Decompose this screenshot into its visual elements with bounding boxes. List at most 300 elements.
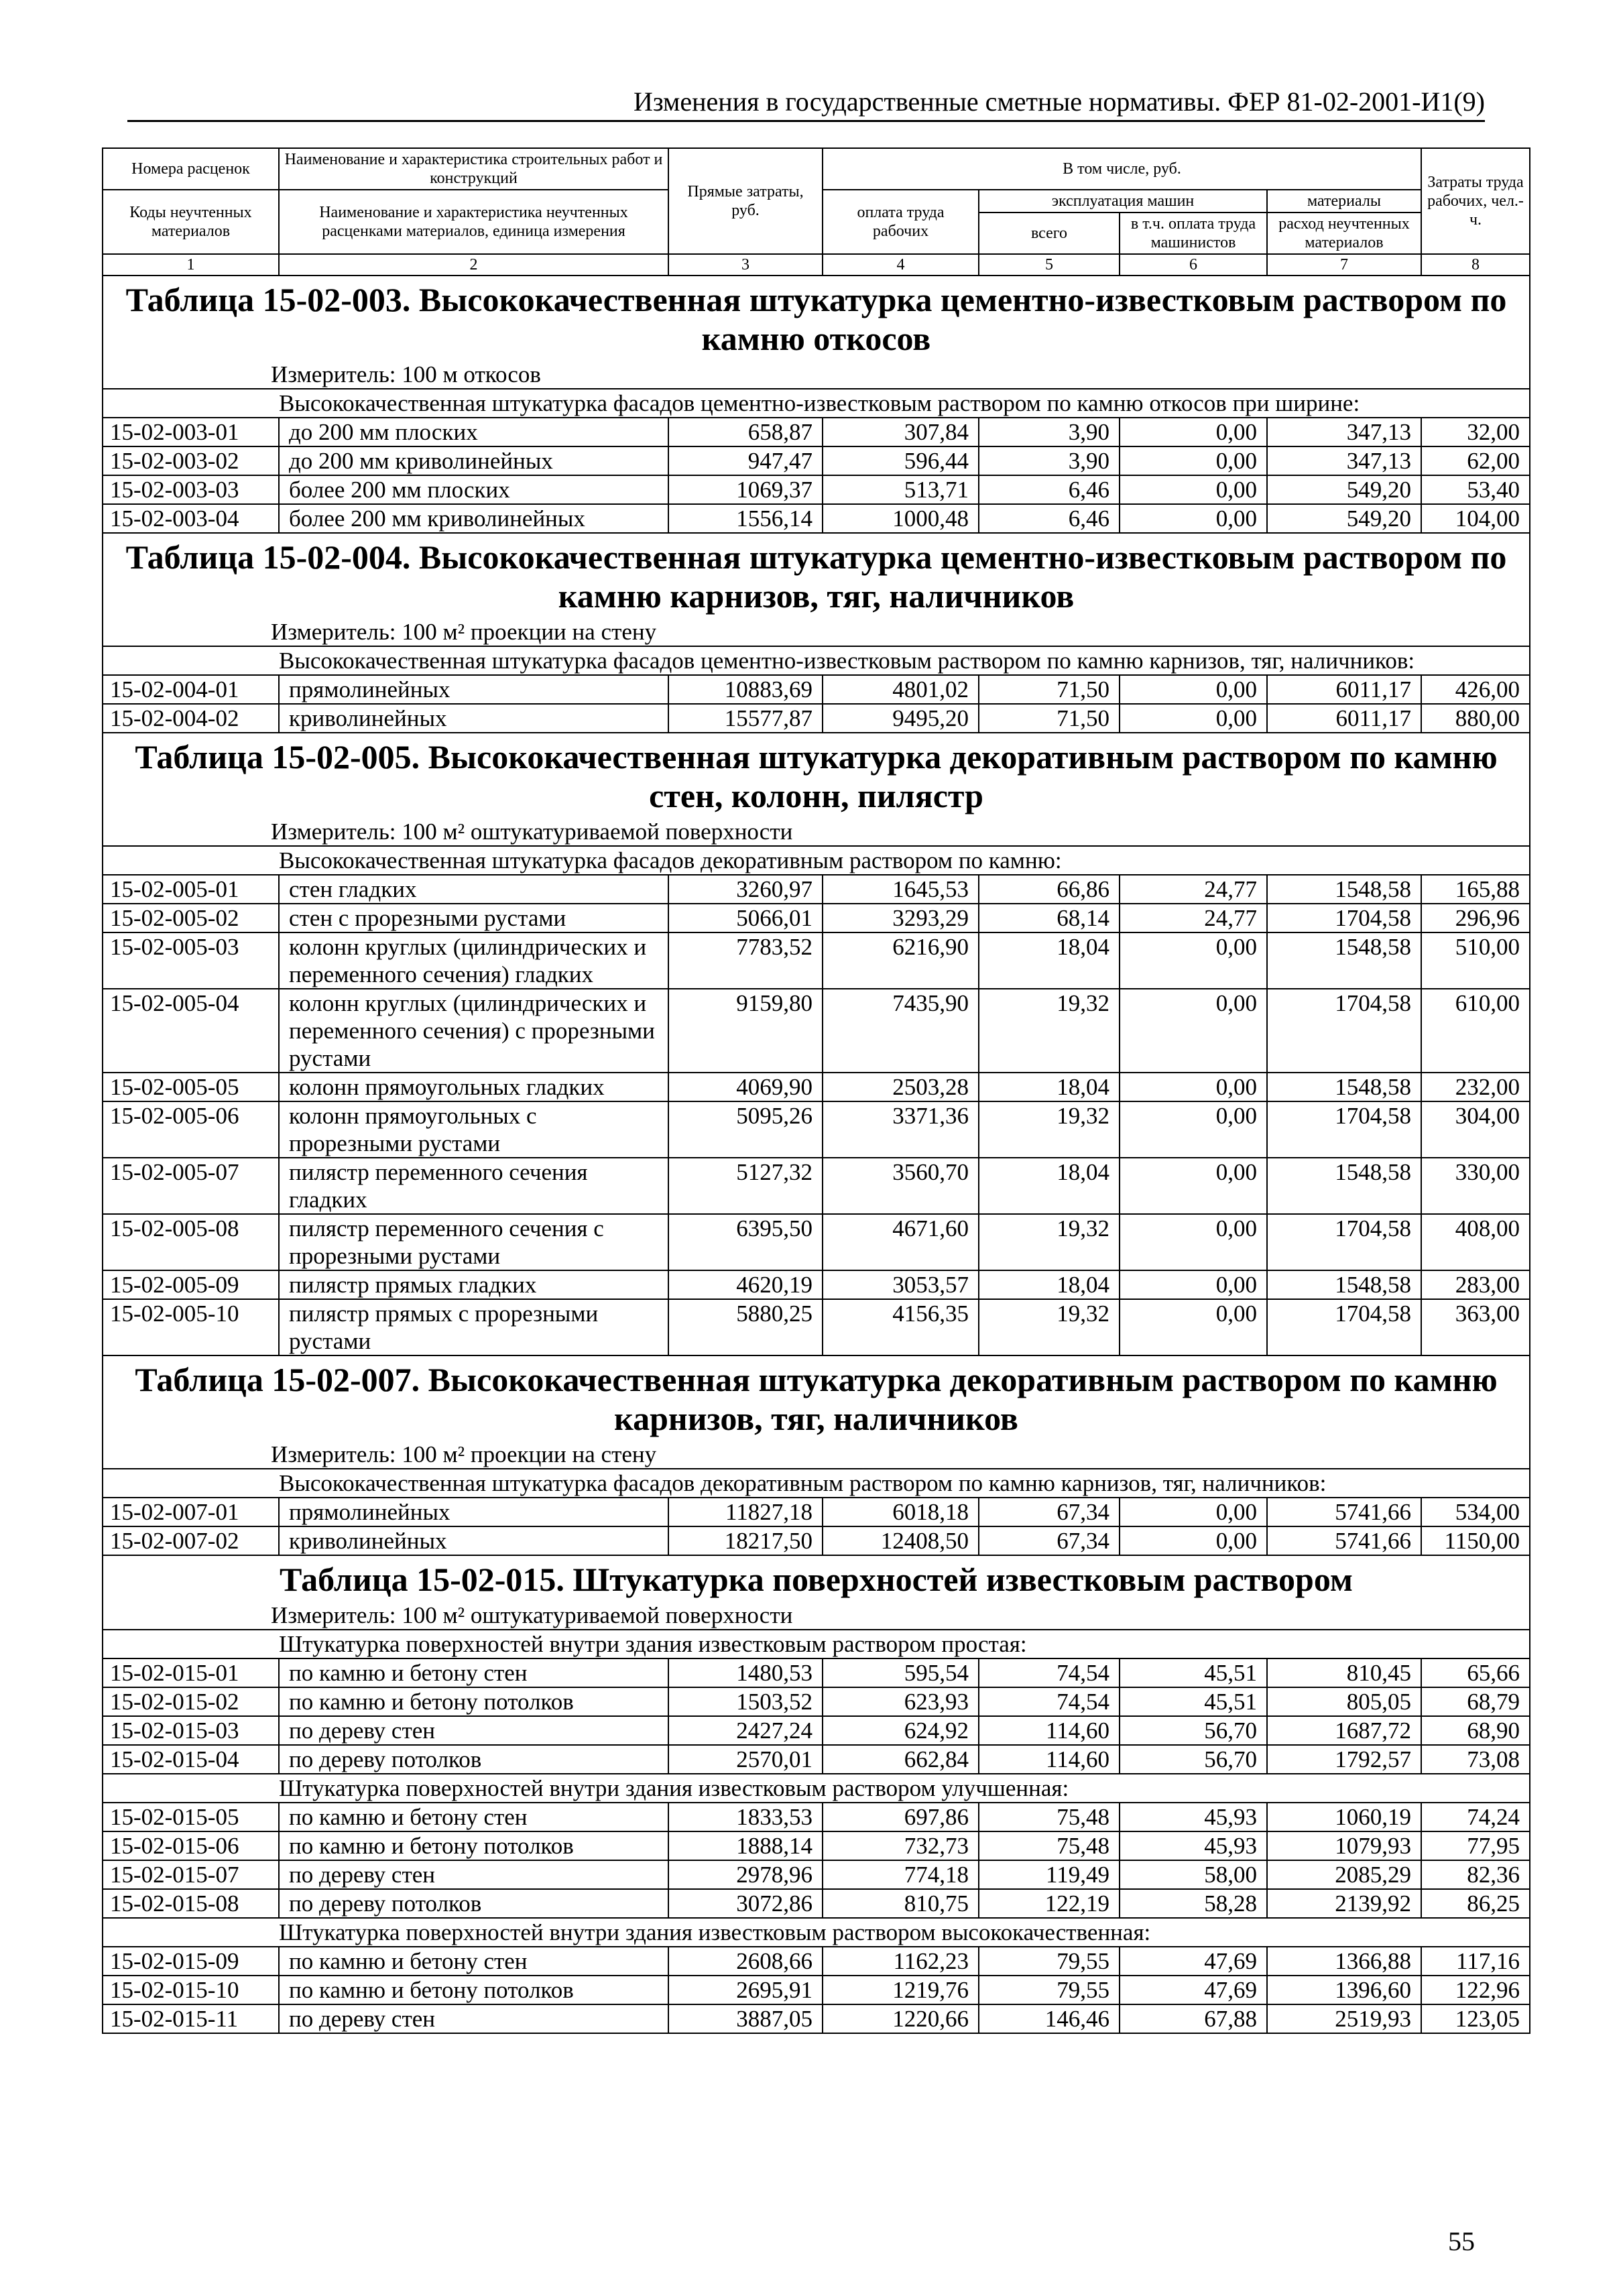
row-machines-total: 18,04 (979, 1158, 1120, 1214)
row-labor-hours: 408,00 (1421, 1214, 1530, 1270)
row-machines-total: 71,50 (979, 675, 1120, 704)
row-machines-total: 67,34 (979, 1526, 1120, 1555)
row-materials: 1366,88 (1267, 1947, 1421, 1976)
row-labor: 307,84 (823, 418, 979, 446)
group-heading-row (103, 1918, 1530, 1947)
row-name: по камню и бетону потолков (279, 1687, 668, 1716)
table-row (103, 1299, 1530, 1355)
table-row (103, 475, 1530, 504)
row-machines-total: 18,04 (979, 1073, 1120, 1101)
row-materials: 810,45 (1267, 1658, 1421, 1687)
row-machines-labor: 0,00 (1120, 418, 1267, 446)
row-name: пилястр переменного сечения с прорезными рустами (279, 1214, 668, 1270)
group-heading-row (103, 846, 1530, 875)
row-labor: 6216,90 (823, 932, 979, 989)
row-code: 15-02-004-01 (103, 675, 279, 704)
row-machines-total: 19,32 (979, 1101, 1120, 1158)
table-row (103, 704, 1530, 733)
row-name: криволинейных (279, 1526, 668, 1555)
row-machines-labor: 0,00 (1120, 1270, 1267, 1299)
row-code: 15-02-007-02 (103, 1526, 279, 1555)
row-direct: 5095,26 (668, 1101, 823, 1158)
row-labor: 6018,18 (823, 1498, 979, 1526)
row-direct: 1480,53 (668, 1658, 823, 1687)
col-direct: Прямые затраты, руб. (668, 148, 823, 254)
row-name: до 200 мм плоских (279, 418, 668, 446)
table-row (103, 1976, 1530, 2004)
table-title: Таблица 15-02-005. Высококачественная штукатурка декоративным раствором по камню стен, колонн, пилястр (103, 733, 1530, 818)
row-materials: 1704,58 (1267, 904, 1421, 932)
table-row (103, 1803, 1530, 1831)
row-machines-labor: 0,00 (1120, 1299, 1267, 1355)
row-materials: 5741,66 (1267, 1526, 1421, 1555)
row-machines-total: 75,48 (979, 1803, 1120, 1831)
row-code: 15-02-005-03 (103, 932, 279, 989)
row-name: пилястр переменного сечения гладких (279, 1158, 668, 1214)
table-row (103, 904, 1530, 932)
group-heading: Высококачественная штукатурка фасадов цементно-известковым раствором по камню карнизов, тяг, наличников: (103, 646, 1530, 675)
row-direct: 7783,52 (668, 932, 823, 989)
col-including: В том числе, руб. (823, 148, 1421, 190)
group-heading: Высококачественная штукатурка фасадов декоративным раствором по камню: (103, 846, 1530, 875)
row-machines-total: 75,48 (979, 1831, 1120, 1860)
row-code: 15-02-015-07 (103, 1860, 279, 1889)
row-direct: 5066,01 (668, 904, 823, 932)
column-number: 2 (279, 254, 668, 276)
row-labor: 623,93 (823, 1687, 979, 1716)
row-labor-hours: 283,00 (1421, 1270, 1530, 1299)
page-header: Изменения в государственные сметные нормативы. ФЕР 81-02-2001-И1(9) (127, 86, 1485, 122)
row-labor-hours: 232,00 (1421, 1073, 1530, 1101)
row-materials: 1548,58 (1267, 1073, 1421, 1101)
row-machines-labor: 0,00 (1120, 1073, 1267, 1101)
row-code: 15-02-005-08 (103, 1214, 279, 1270)
row-labor-hours: 123,05 (1421, 2004, 1530, 2033)
row-machines-total: 71,50 (979, 704, 1120, 733)
row-labor: 774,18 (823, 1860, 979, 1889)
row-direct: 18217,50 (668, 1526, 823, 1555)
row-materials: 2085,29 (1267, 1860, 1421, 1889)
row-direct: 4069,90 (668, 1073, 823, 1101)
row-machines-labor: 24,77 (1120, 904, 1267, 932)
measure-row (103, 618, 1530, 646)
row-labor: 624,92 (823, 1716, 979, 1745)
table-row (103, 1498, 1530, 1526)
row-labor: 662,84 (823, 1745, 979, 1774)
table-row (103, 446, 1530, 475)
measure-row (103, 1441, 1530, 1469)
table-row (103, 1687, 1530, 1716)
row-code: 15-02-015-11 (103, 2004, 279, 2033)
row-direct: 3072,86 (668, 1889, 823, 1918)
rates-table (102, 147, 1530, 2034)
row-code: 15-02-015-04 (103, 1745, 279, 1774)
row-direct: 1888,14 (668, 1831, 823, 1860)
row-machines-total: 74,54 (979, 1687, 1120, 1716)
row-machines-labor: 0,00 (1120, 1498, 1267, 1526)
row-labor-hours: 86,25 (1421, 1889, 1530, 1918)
table-row (103, 1947, 1530, 1976)
row-code: 15-02-003-03 (103, 475, 279, 504)
table-measure: Измеритель: 100 м² оштукатуриваемой поверхности (103, 818, 1530, 846)
row-machines-total: 3,90 (979, 418, 1120, 446)
row-labor: 513,71 (823, 475, 979, 504)
table-row (103, 1270, 1530, 1299)
table-title-row (103, 276, 1530, 361)
row-machines-labor: 47,69 (1120, 1976, 1267, 2004)
row-labor-hours: 77,95 (1421, 1831, 1530, 1860)
row-labor: 4671,60 (823, 1214, 979, 1270)
table-row (103, 418, 1530, 446)
row-machines-labor: 0,00 (1120, 932, 1267, 989)
row-materials: 549,20 (1267, 475, 1421, 504)
table-row (103, 932, 1530, 989)
row-direct: 1069,37 (668, 475, 823, 504)
column-number: 3 (668, 254, 823, 276)
row-labor: 1645,53 (823, 875, 979, 904)
row-direct: 5880,25 (668, 1299, 823, 1355)
row-name: по камню и бетону стен (279, 1947, 668, 1976)
measure-row (103, 361, 1530, 389)
group-heading: Штукатурка поверхностей внутри здания известковым раствором улучшенная: (103, 1774, 1530, 1803)
row-machines-total: 66,86 (979, 875, 1120, 904)
col-machines: эксплуатация машин (979, 190, 1267, 213)
row-code: 15-02-015-09 (103, 1947, 279, 1976)
row-name: по дереву потолков (279, 1745, 668, 1774)
table-title: Таблица 15-02-004. Высококачественная штукатурка цементно-известковым раствором по камню карнизов, тяг, наличников (103, 533, 1530, 618)
col-name-bottom: Наименование и характеристика неучтенных расценками материалов, единица измерения (279, 190, 668, 254)
row-machines-labor: 45,51 (1120, 1687, 1267, 1716)
row-labor: 1219,76 (823, 1976, 979, 2004)
row-labor: 596,44 (823, 446, 979, 475)
row-direct: 15577,87 (668, 704, 823, 733)
row-code: 15-02-005-01 (103, 875, 279, 904)
group-heading: Высококачественная штукатурка фасадов декоративным раствором по камню карнизов, тяг, наличников: (103, 1469, 1530, 1498)
row-labor-hours: 53,40 (1421, 475, 1530, 504)
row-name: пилястр прямых с прорезными рустами (279, 1299, 668, 1355)
col-name-top: Наименование и характеристика строительных работ и конструкций (279, 148, 668, 190)
table-row (103, 989, 1530, 1073)
row-direct: 2978,96 (668, 1860, 823, 1889)
group-heading: Штукатурка поверхностей внутри здания известковым раствором простая: (103, 1630, 1530, 1658)
row-machines-total: 79,55 (979, 1976, 1120, 2004)
col-materials-cost: расход неучтенных материалов (1267, 213, 1421, 254)
table-title-row (103, 533, 1530, 618)
table-title: Таблица 15-02-015. Штукатурка поверхностей известковым раствором (103, 1555, 1530, 1602)
row-machines-labor: 0,00 (1120, 675, 1267, 704)
row-machines-total: 3,90 (979, 446, 1120, 475)
row-code: 15-02-005-02 (103, 904, 279, 932)
table-row (103, 1526, 1530, 1555)
column-number: 4 (823, 254, 979, 276)
row-machines-total: 67,34 (979, 1498, 1120, 1526)
row-direct: 947,47 (668, 446, 823, 475)
row-name: прямолинейных (279, 1498, 668, 1526)
row-machines-labor: 0,00 (1120, 446, 1267, 475)
row-machines-labor: 58,28 (1120, 1889, 1267, 1918)
row-labor: 9495,20 (823, 704, 979, 733)
row-code: 15-02-015-03 (103, 1716, 279, 1745)
row-code: 15-02-005-09 (103, 1270, 279, 1299)
row-labor: 732,73 (823, 1831, 979, 1860)
row-labor-hours: 104,00 (1421, 504, 1530, 533)
row-labor-hours: 880,00 (1421, 704, 1530, 733)
row-machines-labor: 0,00 (1120, 475, 1267, 504)
row-machines-total: 6,46 (979, 475, 1120, 504)
row-code: 15-02-005-10 (103, 1299, 279, 1355)
row-code: 15-02-005-06 (103, 1101, 279, 1158)
row-name: по камню и бетону потолков (279, 1831, 668, 1860)
row-direct: 11827,18 (668, 1498, 823, 1526)
row-materials: 347,13 (1267, 418, 1421, 446)
row-labor: 3293,29 (823, 904, 979, 932)
row-code: 15-02-005-04 (103, 989, 279, 1073)
column-number: 8 (1421, 254, 1530, 276)
row-materials: 2139,92 (1267, 1889, 1421, 1918)
table-title-row (103, 733, 1530, 818)
table-row (103, 875, 1530, 904)
row-labor-hours: 363,00 (1421, 1299, 1530, 1355)
column-number: 6 (1120, 254, 1267, 276)
row-name: до 200 мм криволинейных (279, 446, 668, 475)
row-labor: 1162,23 (823, 1947, 979, 1976)
row-machines-total: 114,60 (979, 1716, 1120, 1745)
table-title: Таблица 15-02-007. Высококачественная штукатурка декоративным раствором по камню карнизов, тяг, наличников (103, 1355, 1530, 1441)
row-labor-hours: 82,36 (1421, 1860, 1530, 1889)
col-materials: материалы (1267, 190, 1421, 213)
row-labor: 3560,70 (823, 1158, 979, 1214)
row-materials: 1792,57 (1267, 1745, 1421, 1774)
row-labor-hours: 117,16 (1421, 1947, 1530, 1976)
row-labor-hours: 296,96 (1421, 904, 1530, 932)
row-machines-total: 18,04 (979, 932, 1120, 989)
row-name: колонн круглых (цилиндрических и переменного сечения) с прорезными рустами (279, 989, 668, 1073)
row-name: колонн круглых (цилиндрических и переменного сечения) гладких (279, 932, 668, 989)
table-header (103, 148, 1530, 276)
row-direct: 4620,19 (668, 1270, 823, 1299)
row-materials: 1079,93 (1267, 1831, 1421, 1860)
row-machines-labor: 56,70 (1120, 1745, 1267, 1774)
row-materials: 5741,66 (1267, 1498, 1421, 1526)
row-labor-hours: 534,00 (1421, 1498, 1530, 1526)
row-materials: 1704,58 (1267, 1101, 1421, 1158)
row-materials: 1548,58 (1267, 1270, 1421, 1299)
table-measure: Измеритель: 100 м² оштукатуриваемой поверхности (103, 1602, 1530, 1630)
row-labor: 4156,35 (823, 1299, 979, 1355)
table-row (103, 1658, 1530, 1687)
row-labor: 595,54 (823, 1658, 979, 1687)
row-labor: 3053,57 (823, 1270, 979, 1299)
group-heading-row (103, 389, 1530, 418)
row-labor: 12408,50 (823, 1526, 979, 1555)
row-machines-labor: 24,77 (1120, 875, 1267, 904)
table-title-row (103, 1555, 1530, 1602)
table-body (103, 276, 1530, 2033)
row-materials: 1704,58 (1267, 1214, 1421, 1270)
row-code: 15-02-015-10 (103, 1976, 279, 2004)
row-code: 15-02-005-07 (103, 1158, 279, 1214)
row-code: 15-02-015-05 (103, 1803, 279, 1831)
column-number: 5 (979, 254, 1120, 276)
row-machines-labor: 58,00 (1120, 1860, 1267, 1889)
row-direct: 9159,80 (668, 989, 823, 1073)
row-direct: 5127,32 (668, 1158, 823, 1214)
measure-row (103, 818, 1530, 846)
row-labor-hours: 510,00 (1421, 932, 1530, 989)
table-row (103, 1745, 1530, 1774)
col-labor: оплата труда рабочих (823, 190, 979, 254)
row-machines-total: 6,46 (979, 504, 1120, 533)
row-labor: 7435,90 (823, 989, 979, 1073)
table-row (103, 1214, 1530, 1270)
row-code: 15-02-007-01 (103, 1498, 279, 1526)
group-heading-row (103, 646, 1530, 675)
table-row (103, 1831, 1530, 1860)
group-heading: Высококачественная штукатурка фасадов цементно-известковым раствором по камню откосов при ширине: (103, 389, 1530, 418)
row-machines-labor: 67,88 (1120, 2004, 1267, 2033)
row-labor: 4801,02 (823, 675, 979, 704)
row-name: пилястр прямых гладких (279, 1270, 668, 1299)
row-machines-labor: 0,00 (1120, 1214, 1267, 1270)
row-labor: 810,75 (823, 1889, 979, 1918)
row-machines-total: 19,32 (979, 1214, 1120, 1270)
row-direct: 3260,97 (668, 875, 823, 904)
column-number: 1 (103, 254, 279, 276)
row-materials: 1396,60 (1267, 1976, 1421, 2004)
measure-row (103, 1602, 1530, 1630)
row-machines-total: 19,32 (979, 989, 1120, 1073)
row-machines-labor: 0,00 (1120, 1101, 1267, 1158)
col-codes-top: Номера расценок (103, 148, 279, 190)
col-machines-total: всего (979, 213, 1120, 254)
row-code: 15-02-003-04 (103, 504, 279, 533)
row-machines-labor: 0,00 (1120, 504, 1267, 533)
row-name: более 200 мм криволинейных (279, 504, 668, 533)
row-direct: 2570,01 (668, 1745, 823, 1774)
row-labor-hours: 65,66 (1421, 1658, 1530, 1687)
row-code: 15-02-004-02 (103, 704, 279, 733)
row-name: по дереву стен (279, 1860, 668, 1889)
row-code: 15-02-015-02 (103, 1687, 279, 1716)
group-heading: Штукатурка поверхностей внутри здания известковым раствором высококачественная: (103, 1918, 1530, 1947)
row-labor-hours: 32,00 (1421, 418, 1530, 446)
row-machines-labor: 47,69 (1120, 1947, 1267, 1976)
row-labor-hours: 73,08 (1421, 1745, 1530, 1774)
group-heading-row (103, 1774, 1530, 1803)
row-name: по камню и бетону потолков (279, 1976, 668, 2004)
table-row (103, 1073, 1530, 1101)
row-name: по дереву стен (279, 2004, 668, 2033)
col-codes-bottom: Коды неучтенных материалов (103, 190, 279, 254)
row-machines-total: 79,55 (979, 1947, 1120, 1976)
row-code: 15-02-005-05 (103, 1073, 279, 1101)
row-machines-total: 114,60 (979, 1745, 1120, 1774)
row-name: по камню и бетону стен (279, 1803, 668, 1831)
row-materials: 6011,17 (1267, 675, 1421, 704)
row-machines-labor: 45,93 (1120, 1831, 1267, 1860)
row-labor-hours: 426,00 (1421, 675, 1530, 704)
row-machines-labor: 56,70 (1120, 1716, 1267, 1745)
row-name: стен с прорезными рустами (279, 904, 668, 932)
row-name: по дереву потолков (279, 1889, 668, 1918)
row-direct: 1503,52 (668, 1687, 823, 1716)
page-number: 55 (1448, 2226, 1475, 2256)
table-measure: Измеритель: 100 м² проекции на стену (103, 1441, 1530, 1469)
row-machines-labor: 0,00 (1120, 1526, 1267, 1555)
row-direct: 1833,53 (668, 1803, 823, 1831)
table-title: Таблица 15-02-003. Высококачественная штукатурка цементно-известковым раствором по камню откосов (103, 276, 1530, 361)
row-name: по камню и бетону стен (279, 1658, 668, 1687)
row-materials: 1548,58 (1267, 932, 1421, 989)
row-materials: 1704,58 (1267, 989, 1421, 1073)
row-labor-hours: 62,00 (1421, 446, 1530, 475)
col-labor-hours: Затраты труда рабочих, чел.-ч. (1421, 148, 1530, 254)
row-labor: 3371,36 (823, 1101, 979, 1158)
row-machines-labor: 0,00 (1120, 704, 1267, 733)
row-machines-total: 68,14 (979, 904, 1120, 932)
row-materials: 1548,58 (1267, 875, 1421, 904)
col-machines-labor: в т.ч. оплата труда машинистов (1120, 213, 1267, 254)
table-row (103, 1158, 1530, 1214)
row-materials: 6011,17 (1267, 704, 1421, 733)
row-name: колонн прямоугольных гладких (279, 1073, 668, 1101)
row-direct: 2695,91 (668, 1976, 823, 2004)
column-numbers-row (103, 254, 1530, 276)
row-materials: 2519,93 (1267, 2004, 1421, 2033)
row-name: криволинейных (279, 704, 668, 733)
row-code: 15-02-015-08 (103, 1889, 279, 1918)
row-machines-total: 18,04 (979, 1270, 1120, 1299)
row-code: 15-02-015-06 (103, 1831, 279, 1860)
row-labor-hours: 330,00 (1421, 1158, 1530, 1214)
table-title-row (103, 1355, 1530, 1441)
table-row (103, 1860, 1530, 1889)
row-labor-hours: 304,00 (1421, 1101, 1530, 1158)
row-labor-hours: 122,96 (1421, 1976, 1530, 2004)
row-machines-labor: 45,51 (1120, 1658, 1267, 1687)
row-name: прямолинейных (279, 675, 668, 704)
row-materials: 1704,58 (1267, 1299, 1421, 1355)
row-name: по дереву стен (279, 1716, 668, 1745)
table-row (103, 675, 1530, 704)
row-materials: 549,20 (1267, 504, 1421, 533)
row-machines-total: 74,54 (979, 1658, 1120, 1687)
row-code: 15-02-003-01 (103, 418, 279, 446)
row-machines-total: 146,46 (979, 2004, 1120, 2033)
row-direct: 6395,50 (668, 1214, 823, 1270)
row-direct: 3887,05 (668, 2004, 823, 2033)
row-direct: 2427,24 (668, 1716, 823, 1745)
row-machines-labor: 45,93 (1120, 1803, 1267, 1831)
row-code: 15-02-015-01 (103, 1658, 279, 1687)
row-labor-hours: 1150,00 (1421, 1526, 1530, 1555)
row-labor-hours: 68,90 (1421, 1716, 1530, 1745)
row-name: колонн прямоугольных с прорезными рустами (279, 1101, 668, 1158)
row-labor: 2503,28 (823, 1073, 979, 1101)
table-row (103, 504, 1530, 533)
row-direct: 658,87 (668, 418, 823, 446)
table-row (103, 1716, 1530, 1745)
table-row (103, 2004, 1530, 2033)
row-name: стен гладких (279, 875, 668, 904)
row-labor: 1000,48 (823, 504, 979, 533)
row-machines-total: 122,19 (979, 1889, 1120, 1918)
row-materials: 1687,72 (1267, 1716, 1421, 1745)
row-labor: 1220,66 (823, 2004, 979, 2033)
row-direct: 2608,66 (668, 1947, 823, 1976)
row-labor-hours: 68,79 (1421, 1687, 1530, 1716)
table-measure: Измеритель: 100 м откосов (103, 361, 1530, 389)
